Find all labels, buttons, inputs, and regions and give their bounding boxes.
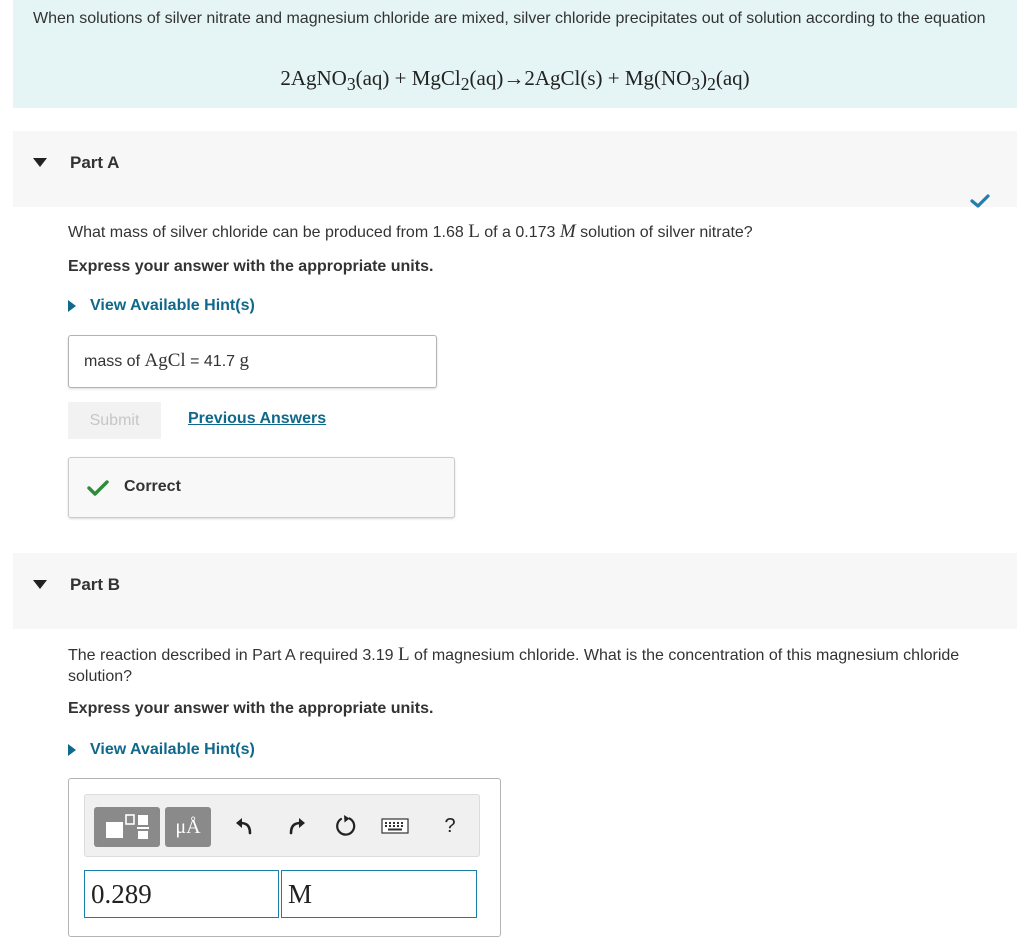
undo-button[interactable] bbox=[229, 811, 259, 841]
editor-toolbar bbox=[84, 794, 480, 857]
templates-button[interactable] bbox=[94, 807, 160, 847]
reset-icon bbox=[334, 814, 358, 838]
part-b-hint-link[interactable]: View Available Hint(s) bbox=[68, 741, 255, 759]
part-b-question: The reaction described in Part A required 3.19 L of magnesium chloride. What is the concentration of this magnesium chloride solution? bbox=[68, 644, 960, 685]
part-b-instruction: Express your answer with the appropriate units. bbox=[68, 700, 434, 717]
keyboard-icon bbox=[381, 818, 409, 834]
intro-text: When solutions of silver nitrate and magnesium chloride are mixed, silver chloride precipitates out of solution according to the equation bbox=[33, 10, 986, 27]
unit-input[interactable]: M bbox=[281, 870, 477, 918]
part-b-title: Part B bbox=[70, 575, 121, 594]
keyboard-button[interactable] bbox=[380, 811, 410, 841]
redo-icon bbox=[287, 817, 307, 835]
part-a-answer-box bbox=[68, 335, 437, 388]
help-button[interactable]: ? bbox=[444, 814, 456, 837]
part-a-header[interactable] bbox=[13, 131, 1017, 207]
part-a-title: Part A bbox=[70, 153, 120, 172]
feedback-correct bbox=[68, 457, 455, 518]
units-button[interactable]: μÅ bbox=[165, 807, 211, 847]
expand-triangle-icon bbox=[68, 744, 76, 756]
intro-panel bbox=[13, 0, 1017, 108]
undo-icon bbox=[234, 817, 254, 835]
feedback-label: Correct bbox=[124, 478, 181, 495]
part-a-hint-link[interactable]: View Available Hint(s) bbox=[68, 297, 255, 315]
previous-answers-link[interactable]: Previous Answers bbox=[188, 410, 327, 427]
part-b-header[interactable] bbox=[13, 553, 1017, 629]
collapse-caret-icon[interactable] bbox=[33, 158, 47, 167]
collapse-caret-icon[interactable] bbox=[33, 580, 47, 589]
part-a-instruction: Express your answer with the appropriate units. bbox=[68, 258, 434, 275]
part-complete-check-icon bbox=[970, 193, 990, 209]
value-input[interactable]: 0.289 bbox=[84, 870, 279, 918]
correct-check-icon bbox=[87, 479, 109, 497]
reaction-equation: 2AgNO$_3$(aq) + MgCl$_2$(aq)→2AgCl(s) + $Mg(NO_3)_2(aq)$ bbox=[280, 66, 750, 95]
part-a-answer: mass of AgCl = 41.7 g bbox=[84, 350, 249, 371]
redo-button[interactable] bbox=[282, 811, 312, 841]
part-a-question: What mass of silver chloride can be produced from 1.68 L of a 0.173 M solution of silver nitrate? bbox=[68, 221, 753, 242]
reset-button[interactable] bbox=[331, 811, 361, 841]
submit-button[interactable]: Submit bbox=[68, 402, 161, 439]
expand-triangle-icon bbox=[68, 300, 76, 312]
answer-editor bbox=[68, 778, 501, 937]
templates-icon bbox=[103, 813, 151, 841]
